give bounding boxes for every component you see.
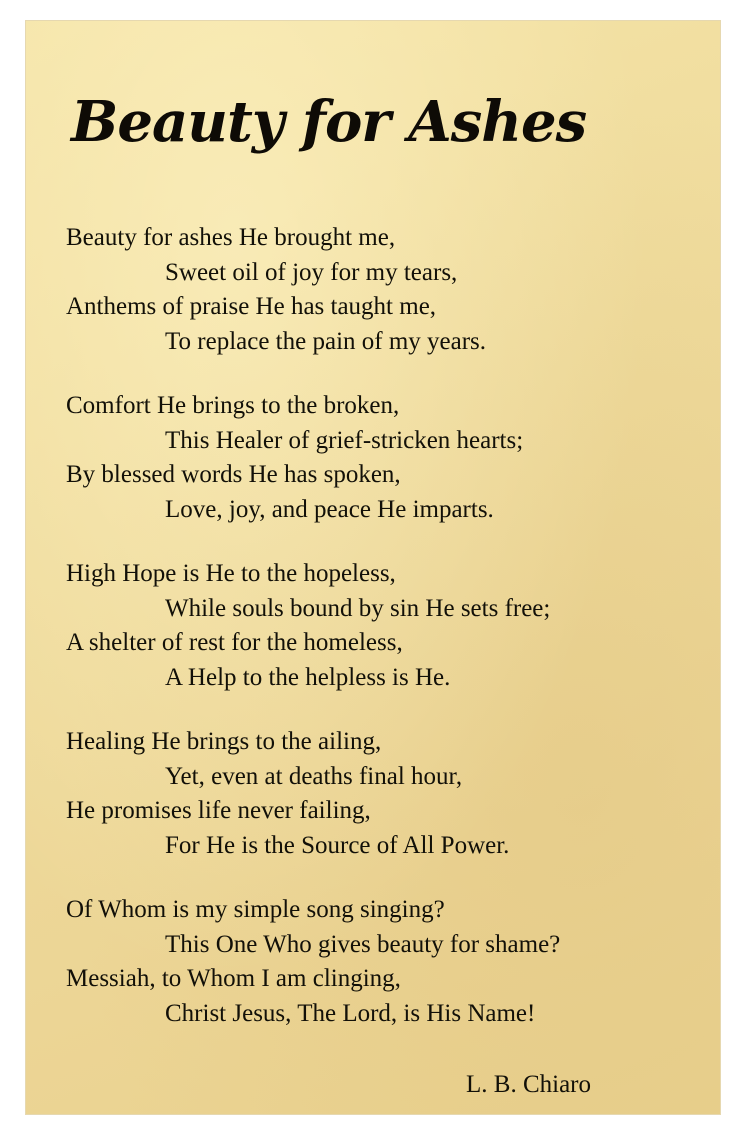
poem-line: Sweet oil of joy for my tears, <box>165 258 458 286</box>
stanza-4 <box>66 725 706 863</box>
poem-line: High Hope is He to the hopeless, <box>66 560 396 587</box>
poem-body <box>66 221 706 1061</box>
poem-line: This Healer of grief-stricken hearts; <box>165 426 524 454</box>
stanza-3 <box>66 557 706 695</box>
stanza-5 <box>66 893 706 1031</box>
poem-line: To replace the pain of my years. <box>165 327 487 355</box>
stanza-2 <box>66 389 706 527</box>
poem-line: For He is the Source of All Power. <box>165 831 510 859</box>
author-signature: L. B. Chiaro <box>466 1071 591 1098</box>
poem-line: Anthems of praise He has taught me, <box>66 293 437 320</box>
poem-line: Yet, even at deaths final hour, <box>165 762 463 790</box>
poem-line: While souls bound by sin He sets free; <box>165 594 551 622</box>
stanza-1 <box>66 221 706 359</box>
poem-line: Comfort He brings to the broken, <box>66 392 400 419</box>
poem-line: Healing He brings to the ailing, <box>66 728 382 755</box>
poem-card <box>26 21 720 1114</box>
poem-line: By blessed words He has spoken, <box>66 461 401 488</box>
poem-line: Love, joy, and peace He imparts. <box>165 495 494 523</box>
poem-line: This One Who gives beauty for shame? <box>165 930 561 958</box>
poem-line: Christ Jesus, The Lord, is His Name! <box>165 999 536 1027</box>
poem-line: Beauty for ashes He brought me, <box>66 224 396 251</box>
poem-line: A Help to the helpless is He. <box>165 663 451 691</box>
poem-line: He promises life never failing, <box>66 797 371 824</box>
poem-line: Of Whom is my simple song singing? <box>66 896 445 923</box>
poem-line: Messiah, to Whom I am clinging, <box>66 965 401 992</box>
poem-title: Beauty for Ashes <box>71 89 587 155</box>
poem-line: A shelter of rest for the homeless, <box>66 629 403 656</box>
